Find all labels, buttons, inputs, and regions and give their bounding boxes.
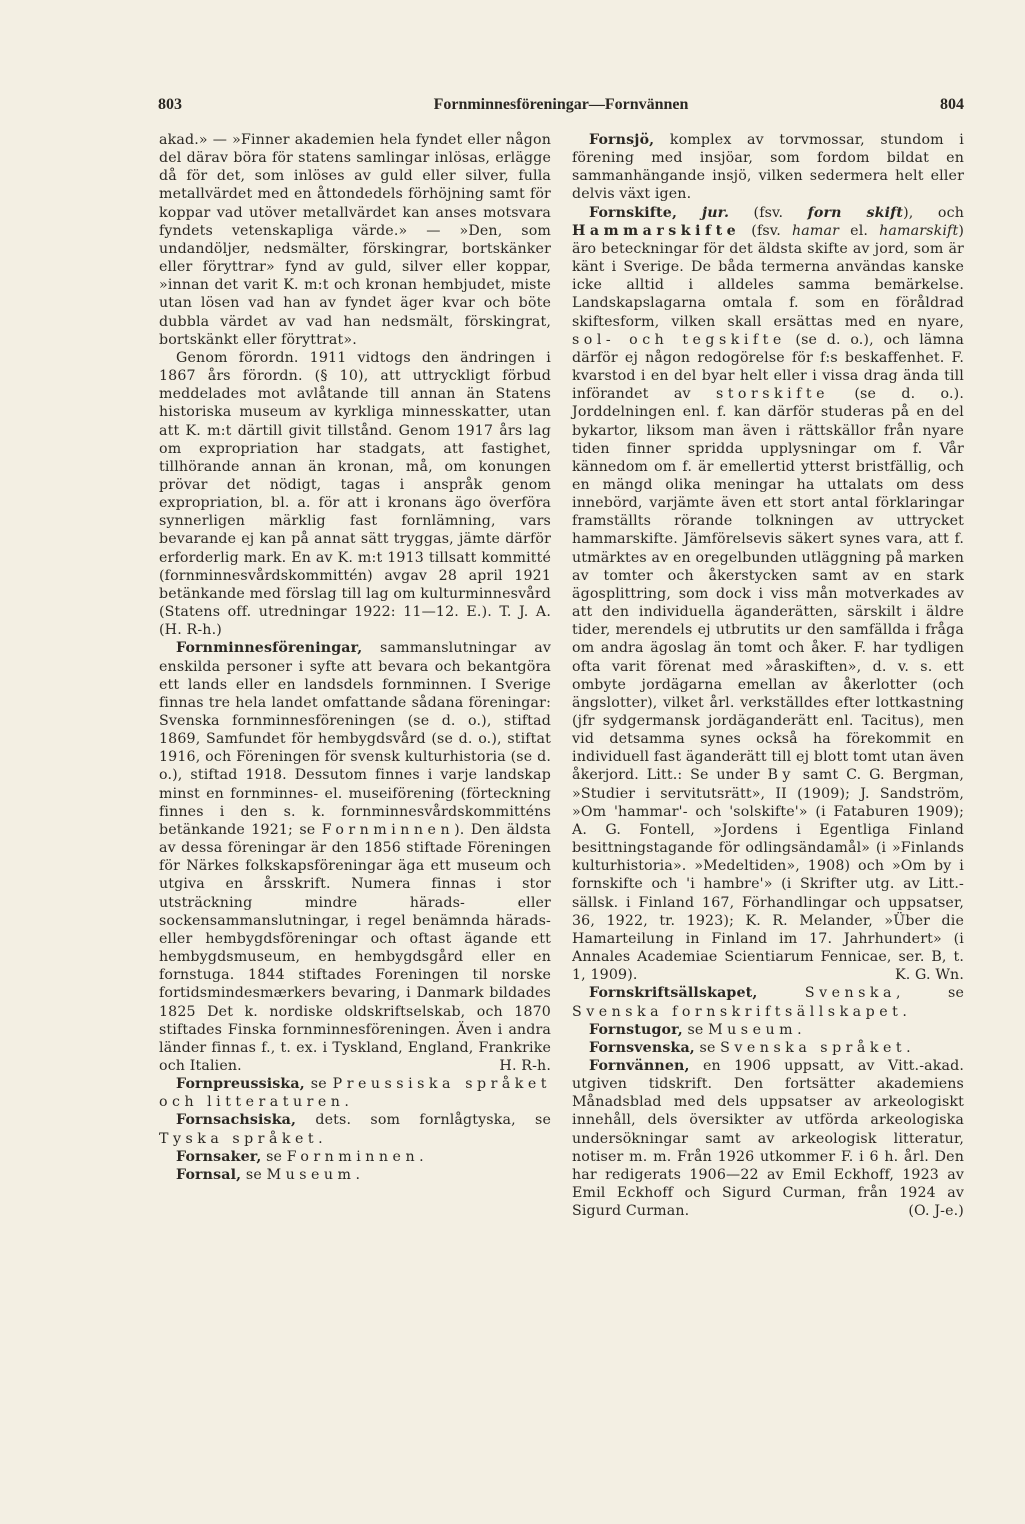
cross-reference: Fornminnen	[321, 821, 455, 838]
entry-fornminnesforeningar: Fornminnesföreningar, sammanslutningar av enskilda personer i syfte att bevara och bekantgöra ett lands eller en landsdels fornminnen. I Sverige finnas tre hela landet omfattande sådana föreningar: Svenska fornminnesföreningen (se d. o.), stiftad 1869, Samfundet för hembygdsvård (se d. o.), stiftat 1916, och Föreningen för svensk kulturhistoria (se d. o.), stiftad 1918. Dessutom finnes i varje landskap minst en fornminnes- el. museiförening (förteckning finnes i den s. k. fornminnesvårdskommitténs betänkande 1921; se Fornminnen). Den äldsta av dessa föreningar är den 1856 stiftade Föreningen för Närkes folkskapsföreningar äga ett museum och utgiva en årsskrift. Numera finnas i stor utsträckning mindre härads- eller sockensammanslutningar, i regel benämnda härads- eller hembygdsföreningar och oftast ägande ett hembygdsmuseum, en hembygdsgård eller en fornstuga. 1844 stiftades Foreningen til norske fortidsmindesmærkers bevaring, i Danmark bildades 1825 Det k. nordiske oldskriftselskab, och 1870 stiftades Finska fornminnesföreningen. Även i andra länder finnas f., t. ex. i Tyskland, England, Frankrike och Italien. H. R-h.	[159, 640, 551, 1074]
cross-reference: sol- och tegskifte	[572, 331, 786, 348]
entry-headword: Fornsaker,	[176, 1148, 262, 1165]
entry-fornskifte: Fornskifte, jur. (fsv. forn skift), och Hammarskifte (fsv. hamar el. hamarskift) äro beteckningar för det äldsta skifte av jord, som är känt i Sverige. De båda termerna användas kanske icke alltid i alldeles samma bemärkelse. Landskapslagarna omtala f. som en föråldrad skiftesform, vilken skall ersättas med en nyare, sol- och tegskifte (se d. o.), och lämna därför ej någon redogörelse för f:s beskaffenhet. F. kvarstod i en del byar helt eller i vissa drag ända till införandet av storskifte (se d. o.). Jorddelningen enl. f. kan därför studeras på en del bykartor, liksom man även i rättskällor från nyare tiden finner spridda upplysningar om f. Vår kännedom om f. är emellertid ytterst bristfällig, och en mängd olika meningar ha uttalats om dess innebörd, varjämte även ett stort antal förklaringar framställts rörande tolkningen av uttrycket hammarskifte. Jämförelsevis säkert synes vara, att f. utmärktes av en oregelbunden utläggning på marken av tomter och åkerstycken samt av en stark ägosplittring, som dock i viss mån motverkades av att den individuella äganderätten, särskilt i äldre tider, merendels ej utbrutits ur den samfällda i fråga om andra ägoslag än tomt och åker. F. har tydligen ofta varit förenat med »åraskiften», d. v. s. ett ombyte jordägarna emellan av åkerlotter (och ängslotter), vilket årl. verkställdes efter lottkastning (jfr sydgermansk jordäganderätt enl. Tacitus), men vid detsamma synes också ha förekommit en individuell fast äganderätt till ej blott tomt utan även åkerjord. Litt.: Se under By samt C. G. Bergman, »Studier i servitutsrätt», II (1909); J. Sandström, »Om 'hammar'- och 'solskifte'» (i Fataburen 1909); A. G. Fontell, »Jordens i Egentliga Finland besittningstagande för odlingsändamål» (i »Finlands kulturhistoria». »Medeltiden», 1908) och »Om by i fornskifte och 'i hambre'» (i Skrifter utg. av Litt.-sällsk. i Finland 167, Förhandlingar och uppsatser, 36, 1922, tr. 1923); K. R. Melander, »Über die Hamarteilung in Finland im 17. Jahrhundert» (i Annales Academiae Scientiarum Fennicae, ser. B, t. 1, 1909). K. G. Wn.	[572, 204, 964, 984]
entry-headword: Fornsjö,	[589, 132, 655, 148]
entry-headword: Fornskriftsällskapet,	[589, 985, 758, 1002]
page-number-left: 803	[158, 96, 182, 113]
cross-reference: By	[767, 767, 795, 784]
right-column	[572, 131, 964, 1220]
cross-reference: storskifte	[715, 386, 830, 403]
cross-reference: Museum	[266, 1166, 356, 1183]
page-number-right: 804	[940, 96, 964, 113]
cross-reference: Preussiska språket och litteraturen	[159, 1076, 552, 1111]
entry-fornpreussiska: Fornpreussiska, se Preussiska språket och litteraturen.	[159, 1076, 552, 1111]
entry-headword: Fornsachsiska,	[176, 1112, 297, 1129]
entry-fornvannen: Fornvännen, en 1906 uppsatt, av Vitt.-akad. utgiven tidskrift. Den fortsätter akademiens Månadsblad med dels uppsatser av arkeologiskt innehåll, dels översikter av utförda arkeologiska undersökningar samt av arkeologisk litteratur, notiser m. m. Från 1926 utkommer F. i 6 h. årl. Den har redigerats 1906—22 av Emil Eckhoff, 1923 av Emil Eckhoff och Sigurd Curman, från 1924 av Sigurd Curman. (O. J-e.)	[572, 1057, 964, 1220]
entry-headword: Fornskifte,	[589, 204, 678, 221]
cross-reference: Fornminnen	[286, 1148, 420, 1165]
entry-fornsvenska: Fornsvenska, se Svenska språket.	[589, 1039, 911, 1056]
signature: (O. J-e.)	[908, 1203, 964, 1220]
entry-headword: Fornsal,	[176, 1166, 242, 1183]
running-title: Fornminnesföreningar—Fornvännen	[433, 96, 689, 113]
left-column	[159, 131, 551, 1184]
entry-headword: Hammarskifte	[572, 222, 741, 239]
paragraph-akad: akad.» — »Finner akademien hela fyndet eller någon del därav böra för statens samlingar inlösas, erlägge då för det, som inlöses av guld eller silver, fulla metallvärdet med en åttondedels förhöjning samt för koppar vad utöver metallvärdet kan anses motsvara fyndets vetenskapliga värde.» — »Den, som undandöljer, nedsmälter, förskingrar, bortskänker eller föryttrar» fynd av guld, silver eller koppar, »innan det varit K. m:t och kronan hembjudet, miste utan lösen vad han av fyndet äger kvar och böte dubbla värdet av vad han nedsmält, förskingrat, bortskänkt eller föryttrat».	[159, 132, 551, 348]
cross-reference: Svenska fornskriftsällskapet	[572, 1003, 903, 1020]
entry-fornskriftsallskapet: Fornskriftsällskapet, Svenska, se Svenska fornskriftsällskapet.	[572, 985, 964, 1020]
entry-headword: Fornvännen,	[589, 1057, 690, 1074]
cross-reference: Svenska	[804, 985, 896, 1002]
cross-reference: Tyska språket	[159, 1130, 319, 1147]
signature: H. R-h.	[499, 1057, 551, 1074]
entry-headword: Fornsvenska,	[589, 1039, 695, 1056]
entry-fornsjo: Fornsjö, komplex av torvmossar, stundom i förening med insjöar, som fordom bildat en sammanhängande insjö, vilken sedermera helt eller delvis växt igen.	[572, 132, 964, 203]
signature: K. G. Wn.	[894, 967, 964, 984]
entry-fornstugor: Fornstugor, se Museum.	[589, 1021, 802, 1038]
paragraph-genom: Genom förordn. 1911 vidtogs den ändringen i 1867 års förordn. (§ 10), att uttryckligt förbud meddelades mot avlåtande till annan än Statens historiska museum av kyrkliga minnesskatter, utan att K. m:t därtill givit tillstånd. Genom 1917 års lag om expropriation har stadgats, att fastighet, tillhörande annan än kronan, må, om konungen prövar det nödigt, tagas i anspråk genom expropriation, bl. a. för att i kronans ägo överföra synnerligen märklig fast fornlämning, vars bevarande ej kan på annat sätt tryggas, jämte därför erforderlig mark. En av K. m:t 1913 tillsatt kommitté (fornminnesvårdskommittén) avgav 28 april 1921 betänkande med förslag till lag om kulturminnesvård (Statens off. utredningar 1922: 11—12. E.). T. J. A. (H. R-h.)	[159, 349, 551, 639]
entry-fornsal: Fornsal, se Museum.	[176, 1166, 361, 1183]
entry-fornsaker: Fornsaker, se Fornminnen.	[176, 1148, 424, 1165]
entry-headword: Fornpreussiska,	[176, 1076, 305, 1093]
cross-reference: Museum	[708, 1021, 798, 1038]
entry-headword: Fornstugor,	[589, 1021, 683, 1038]
page-header	[158, 96, 964, 118]
entry-headword: Fornminnesföreningar,	[176, 640, 363, 657]
entry-fornsachsiska: Fornsachsiska, dets. som fornlågtyska, se Tyska språket.	[159, 1112, 551, 1147]
cross-reference: Svenska språket	[720, 1039, 907, 1056]
